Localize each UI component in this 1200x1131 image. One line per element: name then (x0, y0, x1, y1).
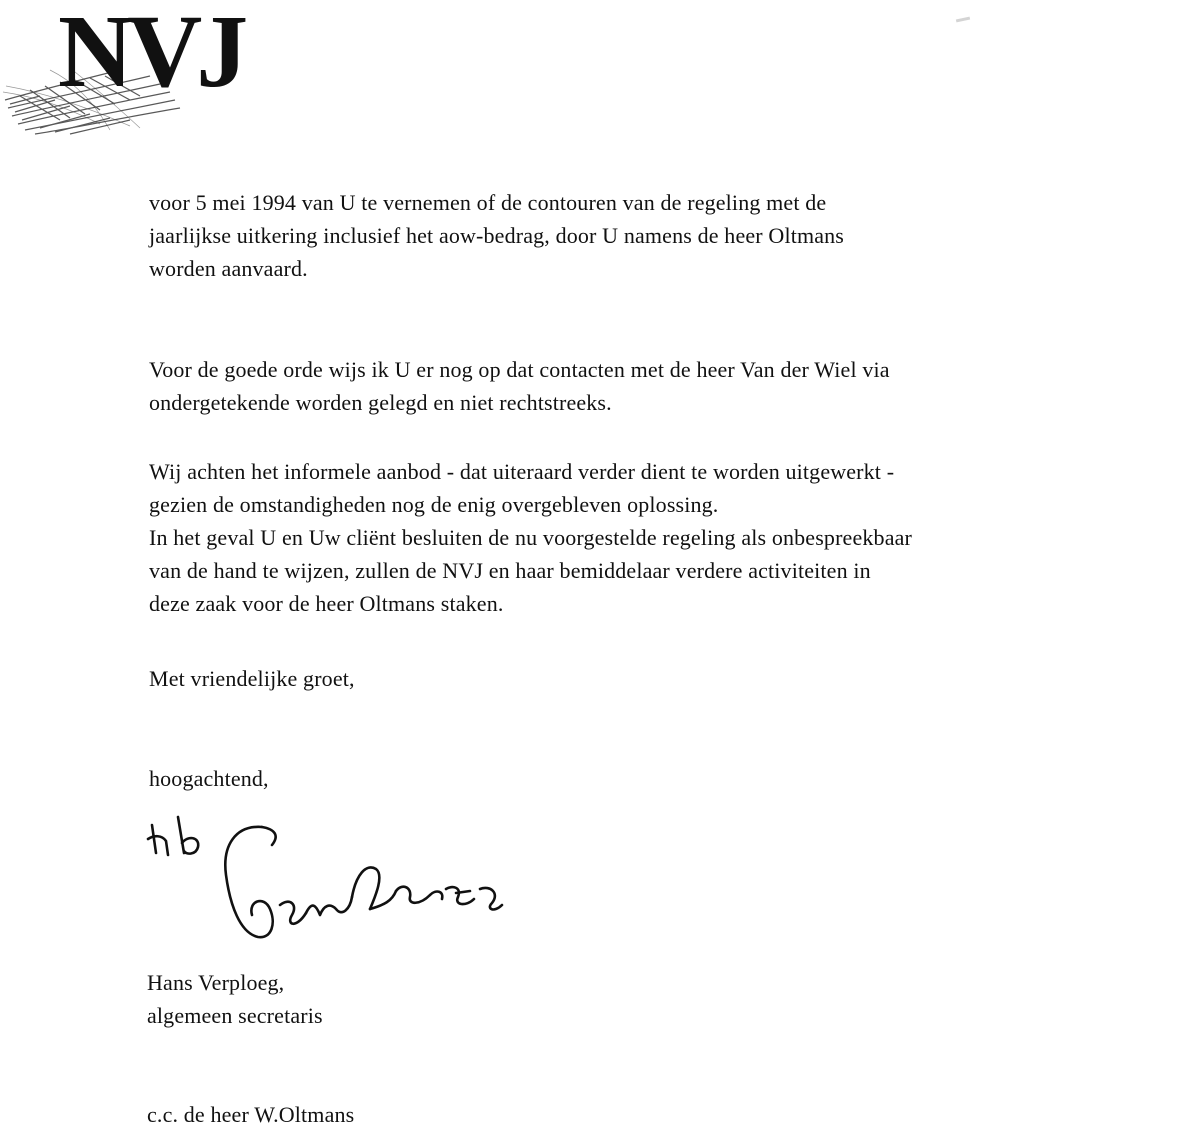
paragraph-3 (149, 455, 1194, 620)
paragraph-line: Wij achten het informele aanbod - dat uiteraard verder dient te worden uitgewerkt - (149, 459, 895, 484)
paragraph-line: voor 5 mei 1994 van U te vernemen of de contouren van de regeling met de (149, 190, 827, 215)
paragraph-line: van de hand te wijzen, zullen de NVJ en haar bemiddelaar verdere activiteiten in (149, 558, 871, 583)
closing-salutation (149, 762, 269, 795)
paragraph-2 (149, 353, 1197, 419)
signatory-name: Hans Verploeg, (147, 970, 285, 995)
paragraph-line: worden aanvaard. (149, 256, 308, 281)
paragraph-1 (149, 186, 1089, 285)
cc-line (147, 1098, 354, 1131)
paragraph-line: In het geval U en Uw cliënt besluiten de nu voorgestelde regeling als onbespreekbaar (149, 525, 912, 550)
greeting-text: Met vriendelijke groet, (149, 666, 355, 691)
paragraph-line: jaarlijkse uitkering inclusief het aow-bedrag, door U namens de heer Oltmans (149, 223, 845, 248)
cc-text: c.c. de heer W.Oltmans (147, 1102, 355, 1127)
paper-mark (956, 17, 970, 23)
svg-text:NVJ: NVJ (58, 0, 243, 109)
paragraph-line: Voor de goede orde wijs ik U er nog op dat contacten met de heer Van der Wiel via (149, 357, 890, 382)
closing-greeting (149, 662, 355, 695)
paragraph-line: gezien de omstandigheden nog de enig overgebleven oplossing. (149, 492, 719, 517)
handwritten-signature (140, 805, 540, 965)
nvj-logo (0, 0, 290, 140)
paragraph-line: deze zaak voor de heer Oltmans staken. (149, 591, 504, 616)
salutation-text: hoogachtend, (149, 766, 269, 791)
paragraph-line: ondergetekende worden gelegd en niet rechtstreeks. (149, 390, 612, 415)
signatory-block (147, 966, 323, 1032)
signatory-title: algemeen secretaris (147, 1003, 323, 1028)
